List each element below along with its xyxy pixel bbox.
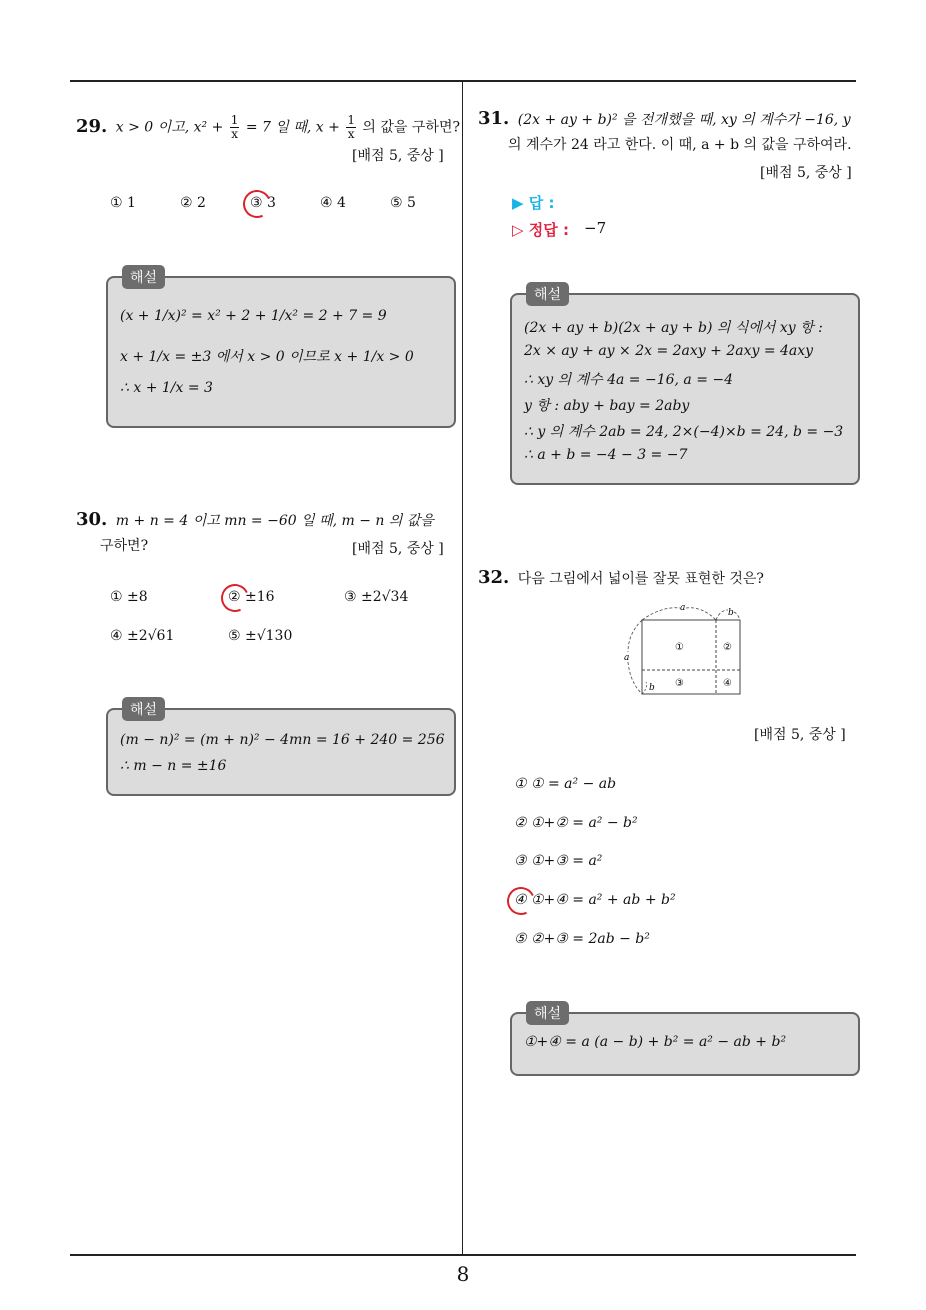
- choice-1[interactable]: ① 1: [110, 195, 136, 211]
- choice-4[interactable]: ④ 4: [320, 195, 346, 211]
- choice-5[interactable]: ⑤ 5: [390, 195, 416, 211]
- solution-tag: 해설: [122, 265, 165, 289]
- solution-box-32: [510, 1006, 860, 1076]
- score-label: [배점 5, 중상 ]: [352, 148, 444, 164]
- solution-line: (m − n)² = (m + n)² − 4mn = 16 + 240 = 256: [120, 732, 445, 748]
- question-text: m + n = 4 이고 mn = −60 일 때, m − n 의 값을: [115, 513, 434, 529]
- region-1-label: ①: [675, 642, 684, 653]
- score-label: [배점 5, 중상 ]: [760, 165, 852, 181]
- area-diagram: [622, 604, 746, 696]
- solution-box-31: [510, 287, 860, 485]
- bottom-rule: [70, 1254, 856, 1256]
- choice-2[interactable]: ② 2: [180, 195, 206, 211]
- red-circle-mark: [503, 883, 539, 919]
- solution-line: y 항 : aby + bay = 2aby: [524, 398, 690, 414]
- solution-line: ∴ xy 의 계수 4a = −16, a = −4: [524, 372, 734, 388]
- question-number: 32.: [478, 567, 510, 588]
- solution-line: ∴ x + 1/x = 3: [120, 380, 213, 396]
- choice-1[interactable]: ① ±8: [110, 589, 148, 605]
- question-text: 다음 그림에서 넓이를 잘못 표현한 것은?: [517, 571, 764, 587]
- choice-2[interactable]: ② ①+② = a² − b²: [514, 815, 638, 831]
- choice-2-marked[interactable]: ② ±16: [228, 589, 275, 605]
- solution-line: ∴ m − n = ±16: [120, 758, 227, 774]
- fraction-1-over-x: $\frac{1}{x}$: [347, 113, 355, 141]
- solution-line: (x + 1/x)² = x² + 2 + 1/x² = 2 + 7 = 9: [120, 308, 387, 324]
- question-29: [76, 114, 460, 141]
- answer-label: ▶ 답 :: [512, 194, 555, 212]
- question-text: x > 0 이고, x² +: [115, 119, 228, 136]
- score-label: [배점 5, 중상 ]: [754, 727, 846, 743]
- label-a-left: a: [624, 653, 630, 663]
- solution-tag: 해설: [526, 1001, 569, 1025]
- solution-line: x + 1/x = ±3 에서 x > 0 이므로 x + 1/x > 0: [120, 349, 414, 365]
- red-circle-mark: [239, 186, 275, 222]
- label-b-top: b: [728, 608, 734, 618]
- question-text: (2x + ay + b)² 을 전개했을 때, xy 의 계수가 −16, y: [517, 112, 851, 128]
- score-label: [배점 5, 중상 ]: [352, 541, 444, 557]
- label-b-left: b: [649, 683, 655, 693]
- solution-line: ∴ a + b = −4 − 3 = −7: [524, 447, 688, 463]
- correct-answer-label: ▷ 정답 :: [512, 221, 569, 239]
- solution-line: ∴ y 의 계수 2ab = 24, 2×(−4)×b = 24, b = −3: [524, 424, 844, 440]
- region-3-label: ③: [675, 678, 684, 689]
- solution-tag: 해설: [526, 282, 569, 306]
- solution-line: ①+④ = a (a − b) + b² = a² − ab + b²: [524, 1034, 787, 1050]
- question-32: [478, 566, 862, 591]
- solution-box-29: [106, 270, 456, 428]
- choice-3[interactable]: ③ ±2√34: [344, 589, 409, 605]
- choice-1[interactable]: ① ① = a² − ab: [514, 776, 617, 792]
- page-number: 8: [456, 1262, 470, 1286]
- choice-4[interactable]: ④ ±2√61: [110, 628, 175, 644]
- solution-line: 2x × ay + ay × 2x = 2axy + 2axy = 4axy: [524, 343, 814, 359]
- question-31: [478, 107, 862, 132]
- solution-line: (2x + ay + b)(2x + ay + b) 의 식에서 xy 항 :: [524, 320, 823, 336]
- region-2-label: ②: [723, 642, 732, 653]
- choice-4-marked[interactable]: ④ ①+④ = a² + ab + b²: [514, 892, 676, 908]
- question-text-line2: 구하면?: [100, 538, 149, 554]
- region-4-label: ④: [723, 678, 732, 689]
- choice-5[interactable]: ⑤ ②+③ = 2ab − b²: [514, 931, 650, 947]
- correct-answer-value: −7: [584, 219, 607, 237]
- column-divider: [462, 82, 463, 1254]
- top-rule: [70, 80, 856, 82]
- solution-box-30: [106, 702, 456, 796]
- question-text: 의 값을 구하면?: [357, 119, 460, 136]
- question-number: 30.: [76, 509, 108, 530]
- question-number: 29.: [76, 115, 108, 137]
- choice-3[interactable]: ③ ①+③ = a²: [514, 853, 603, 869]
- red-circle-mark: [217, 580, 253, 616]
- question-30: [76, 508, 460, 533]
- fraction-1-over-x: $\frac{1}{x}$: [230, 113, 239, 141]
- question-number: 31.: [478, 108, 510, 129]
- question-text: = 7 일 때, x +: [241, 119, 345, 136]
- choice-5[interactable]: ⑤ ±√130: [228, 628, 293, 644]
- label-a-top: a: [680, 604, 686, 613]
- question-text-line2: 의 계수가 24 라고 한다. 이 때, a + b 의 값을 구하여라.: [508, 137, 852, 153]
- choice-3-marked[interactable]: ③ 3: [250, 195, 276, 211]
- solution-tag: 해설: [122, 697, 165, 721]
